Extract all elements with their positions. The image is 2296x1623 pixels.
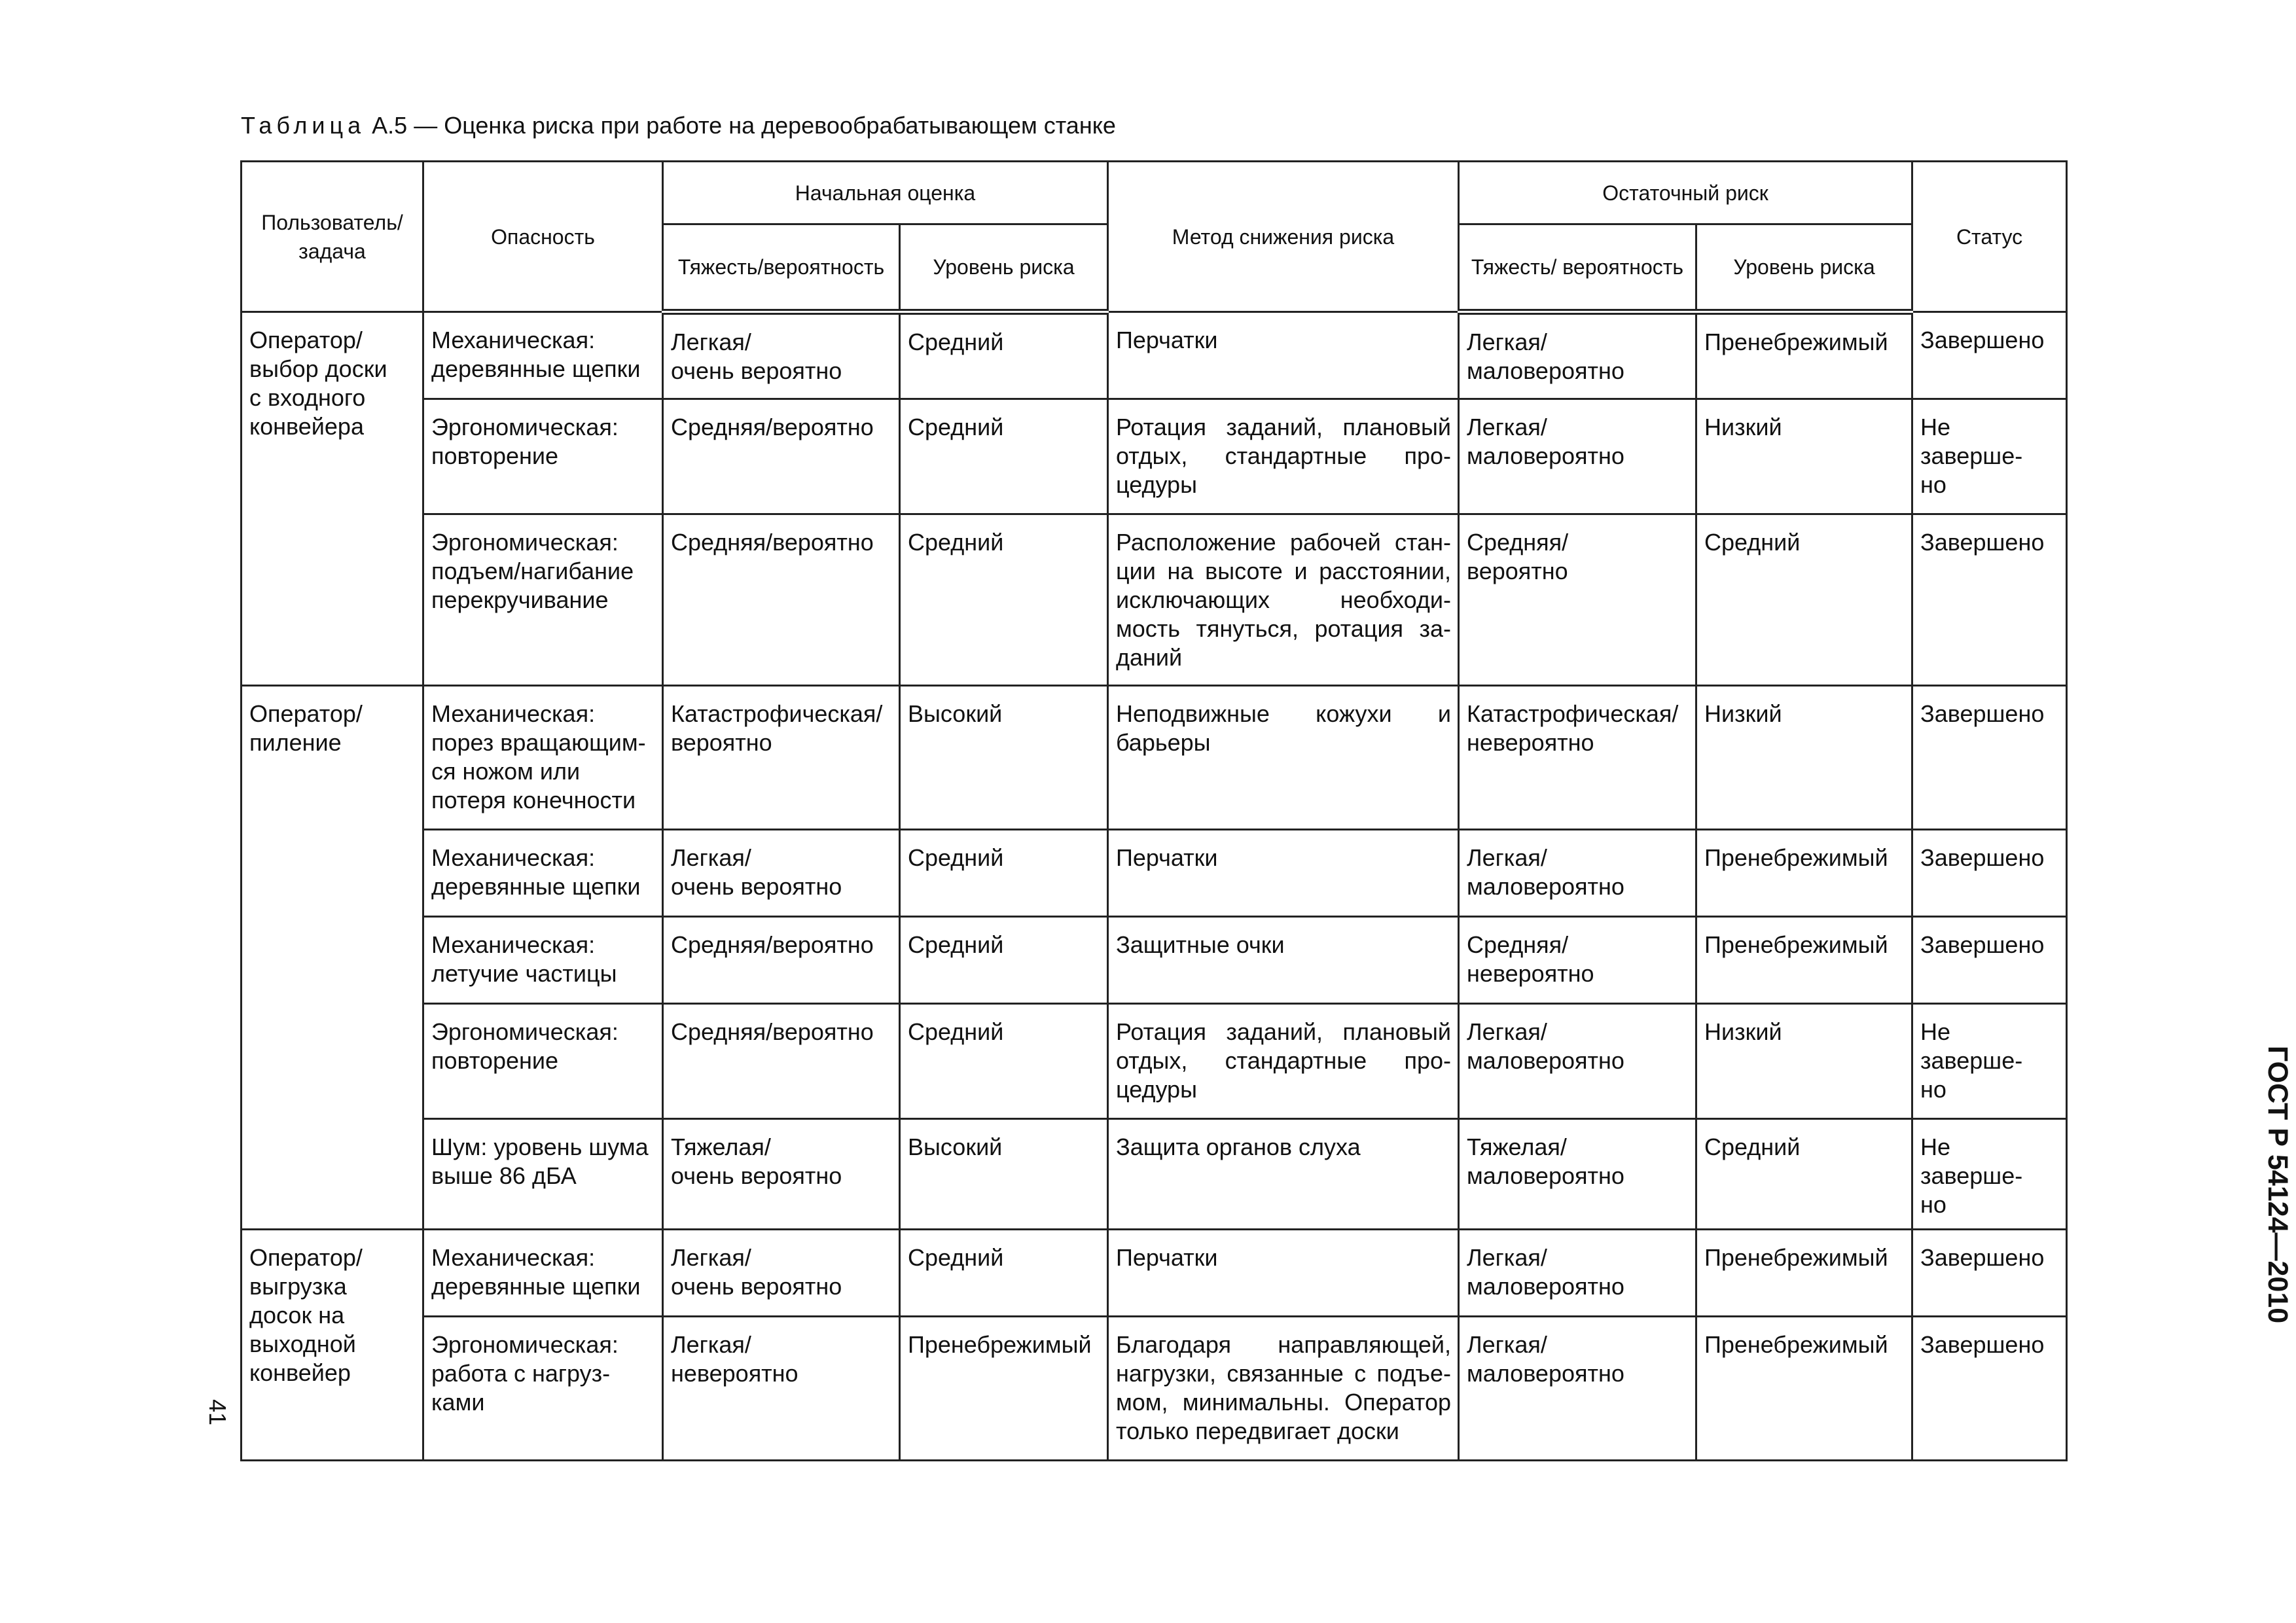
caption-prefix: Таблица [241, 112, 366, 139]
user-task-cell-line: выгрузка [249, 1273, 347, 1300]
status-cell-line: Завершено [1920, 1244, 2045, 1271]
severity-cell [663, 1317, 900, 1461]
residual-severity-cell-line: Легкая/ [1467, 1244, 1547, 1271]
residual-severity-cell-line: невероятно [1467, 729, 1594, 756]
user-task-cell-line: Оператор/ [249, 327, 363, 353]
residual-severity-cell-line: Легкая/ [1467, 1018, 1547, 1045]
severity-cell-line: Средняя/вероятно [671, 529, 874, 556]
severity-cell-line: очень вероятно [671, 1162, 842, 1189]
risk-level-cell: Средний [900, 1230, 1108, 1317]
severity-cell-line: очень вероятно [671, 1273, 842, 1300]
hazard-cell-line: Эргономическая: [431, 414, 619, 440]
status-cell-line: Не заверше- [1920, 1018, 2023, 1074]
status-cell [1912, 917, 2067, 1004]
method-cell: Перчатки [1108, 1230, 1459, 1317]
residual-severity-cell-line: маловероятно [1467, 1273, 1624, 1300]
severity-cell [663, 514, 900, 686]
risk-level-cell: Средний [900, 830, 1108, 917]
user-task-cell [242, 686, 423, 1230]
hazard-cell-line: Механическая: [431, 327, 596, 353]
residual-severity-cell [1459, 686, 1696, 830]
residual-severity-cell [1459, 1119, 1696, 1230]
status-cell-line: но [1920, 471, 1946, 498]
residual-severity-cell-line: Средняя/ [1467, 529, 1569, 556]
residual-severity-cell [1459, 1004, 1696, 1119]
risk-level-cell: Средний [900, 1004, 1108, 1119]
status-cell [1912, 1317, 2067, 1461]
hazard-cell-line: порез вращающим- [431, 729, 646, 756]
residual-level-cell: Низкий [1696, 686, 1912, 830]
hazard-cell [423, 1317, 663, 1461]
status-cell [1912, 1004, 2067, 1119]
hazard-cell-line: Эргономическая: [431, 529, 619, 556]
status-cell-line: Завершено [1920, 1331, 2045, 1358]
table-row [242, 1004, 2067, 1119]
residual-severity-cell-line: Катастрофическая/ [1467, 700, 1679, 727]
hazard-cell-line: Механическая: [431, 1244, 596, 1271]
status-cell [1912, 399, 2067, 514]
header-initial-assessment: Начальная оценка [663, 162, 1108, 224]
status-cell-line: Не заверше- [1920, 414, 2023, 469]
user-task-cell-line: Оператор/ [249, 700, 363, 727]
severity-cell [663, 312, 900, 399]
severity-cell-line: вероятно [671, 729, 772, 756]
header-residual-risk: Остаточный риск [1459, 162, 1912, 224]
method-cell: Перчатки [1108, 830, 1459, 917]
residual-severity-cell [1459, 399, 1696, 514]
hazard-cell [423, 1230, 663, 1317]
residual-severity-cell-line: маловероятно [1467, 357, 1624, 384]
table-row [242, 686, 2067, 830]
hazard-cell-line: Механическая: [431, 700, 596, 727]
hazard-cell [423, 1119, 663, 1230]
severity-cell-line: невероятно [671, 1360, 798, 1387]
severity-cell-line: Легкая/ [671, 1331, 751, 1358]
hazard-cell-line: Шум: уровень шума [431, 1133, 649, 1160]
method-cell: Защита органов слуха [1108, 1119, 1459, 1230]
hazard-cell-line: деревянные щепки [431, 1273, 641, 1300]
risk-level-cell: Средний [900, 399, 1108, 514]
hazard-cell-line: работа с нагруз- [431, 1360, 611, 1387]
risk-level-cell: Средний [900, 514, 1108, 686]
residual-severity-cell-line: Легкая/ [1467, 414, 1547, 440]
residual-severity-cell-line: вероятно [1467, 558, 1568, 584]
status-cell [1912, 312, 2067, 399]
residual-level-cell: Пренебрежимый [1696, 830, 1912, 917]
risk-level-cell: Высокий [900, 1119, 1108, 1230]
severity-cell-line: Средняя/вероятно [671, 931, 874, 958]
table-row [242, 1230, 2067, 1317]
hazard-cell [423, 686, 663, 830]
hazard-cell-line: выше 86 дБА [431, 1162, 577, 1189]
hazard-cell-line: деревянные щепки [431, 873, 641, 900]
status-cell-line: Завершено [1920, 700, 2045, 727]
residual-severity-cell-line: Легкая/ [1467, 329, 1547, 355]
hazard-cell-line: ками [431, 1389, 485, 1416]
risk-level-cell: Пренебрежимый [900, 1317, 1108, 1461]
status-cell-line: Завершено [1920, 844, 2045, 871]
status-cell-line: Завершено [1920, 529, 2045, 556]
residual-severity-cell [1459, 514, 1696, 686]
method-cell: Благодаря направляющей, нагрузки, связанные с подъе-мом, минимальны. Оператор только передвигает доски [1108, 1317, 1459, 1461]
header-hazard: Опасность [423, 162, 663, 312]
severity-cell [663, 1230, 900, 1317]
header-residual-severity: Тяжесть/ вероятность [1459, 224, 1696, 312]
severity-cell [663, 1119, 900, 1230]
residual-severity-cell [1459, 917, 1696, 1004]
hazard-cell [423, 312, 663, 399]
hazard-cell [423, 917, 663, 1004]
hazard-cell [423, 514, 663, 686]
table-caption [241, 110, 1116, 141]
status-cell [1912, 1119, 2067, 1230]
header-method: Метод снижения риска [1108, 162, 1459, 312]
user-task-cell [242, 312, 423, 686]
risk-table [240, 160, 2068, 1461]
header-residual-level: Уровень риска [1696, 224, 1912, 312]
method-cell: Ротация заданий, плановый отдых, стандартные про-цедуры [1108, 399, 1459, 514]
residual-severity-cell-line: маловероятно [1467, 1360, 1624, 1387]
hazard-cell-line: Механическая: [431, 844, 596, 871]
table-row [242, 399, 2067, 514]
hazard-cell-line: повторение [431, 442, 559, 469]
table-row [242, 312, 2067, 399]
residual-severity-cell-line: Легкая/ [1467, 844, 1547, 871]
severity-cell-line: Катастрофическая/ [671, 700, 883, 727]
user-task-cell-line: выбор доски [249, 355, 387, 382]
hazard-cell-line: Механическая: [431, 931, 596, 958]
residual-severity-cell [1459, 830, 1696, 917]
header-status: Статус [1912, 162, 2067, 312]
status-cell-line: Не заверше- [1920, 1133, 2023, 1189]
status-cell [1912, 686, 2067, 830]
user-task-cell-line: Оператор/ [249, 1244, 363, 1271]
user-task-cell-line: пиление [249, 729, 342, 756]
user-task-cell-line: с входного [249, 384, 366, 411]
method-cell: Ротация заданий, плановый отдых, стандартные про-цедуры [1108, 1004, 1459, 1119]
residual-severity-cell-line: Тяжелая/ [1467, 1133, 1567, 1160]
method-cell: Защитные очки [1108, 917, 1459, 1004]
table-body [242, 312, 2067, 1461]
hazard-cell-line: подъем/нагибание [431, 558, 634, 584]
severity-cell-line: Легкая/ [671, 1244, 751, 1271]
residual-severity-cell [1459, 1230, 1696, 1317]
status-cell-line: Завершено [1920, 931, 2045, 958]
severity-cell [663, 830, 900, 917]
user-task-cell-line: конвейер [249, 1359, 351, 1386]
residual-severity-cell-line: Легкая/ [1467, 1331, 1547, 1358]
risk-level-cell: Средний [900, 917, 1108, 1004]
hazard-cell-line: повторение [431, 1047, 559, 1074]
residual-level-cell: Пренебрежимый [1696, 1317, 1912, 1461]
user-task-cell-line: досок на [249, 1302, 345, 1329]
hazard-cell [423, 830, 663, 917]
residual-severity-cell-line: маловероятно [1467, 1047, 1624, 1074]
hazard-cell-line: Эргономическая: [431, 1331, 619, 1358]
hazard-cell-line: деревянные щепки [431, 355, 641, 382]
hazard-cell-line: потеря конечности [431, 787, 636, 813]
user-task-cell-line: конвейера [249, 413, 364, 440]
severity-cell [663, 1004, 900, 1119]
risk-level-cell: Высокий [900, 686, 1108, 830]
status-cell-line: Завершено [1920, 327, 2045, 353]
severity-cell-line: очень вероятно [671, 873, 842, 900]
residual-level-cell: Пренебрежимый [1696, 1230, 1912, 1317]
standard-label: ГОСТ Р 54124—2010 [2262, 1045, 2293, 1324]
residual-level-cell: Низкий [1696, 1004, 1912, 1119]
residual-severity-cell-line: маловероятно [1467, 442, 1624, 469]
method-cell: Неподвижные кожухи и барьеры [1108, 686, 1459, 830]
severity-cell [663, 399, 900, 514]
severity-cell-line: Средняя/вероятно [671, 414, 874, 440]
user-task-cell-line: выходной [249, 1330, 356, 1357]
hazard-cell-line: перекручивание [431, 586, 609, 613]
status-cell [1912, 830, 2067, 917]
header-initial-severity: Тяжесть/вероятность [663, 224, 900, 312]
residual-severity-cell-line: Средняя/ [1467, 931, 1569, 958]
hazard-cell-line: Эргономическая: [431, 1018, 619, 1045]
residual-severity-cell-line: невероятно [1467, 960, 1594, 987]
status-cell [1912, 514, 2067, 686]
status-cell [1912, 1230, 2067, 1317]
table-row [242, 830, 2067, 917]
residual-level-cell: Пренебрежимый [1696, 312, 1912, 399]
table-row [242, 917, 2067, 1004]
hazard-cell-line: летучие частицы [431, 960, 617, 987]
severity-cell-line: Тяжелая/ [671, 1133, 771, 1160]
table-row [242, 1119, 2067, 1230]
hazard-cell [423, 1004, 663, 1119]
user-task-cell [242, 1230, 423, 1461]
risk-level-cell: Средний [900, 312, 1108, 399]
status-cell-line: но [1920, 1076, 1946, 1103]
severity-cell-line: Легкая/ [671, 329, 751, 355]
method-cell: Перчатки [1108, 312, 1459, 399]
residual-severity-cell [1459, 1317, 1696, 1461]
table-row [242, 1317, 2067, 1461]
table-row [242, 514, 2067, 686]
caption-text: А.5 — Оценка риска при работе на деревообрабатывающем станке [365, 112, 1116, 139]
severity-cell-line: Средняя/вероятно [671, 1018, 874, 1045]
status-cell-line: но [1920, 1191, 1946, 1218]
residual-level-cell: Пренебрежимый [1696, 917, 1912, 1004]
residual-severity-cell [1459, 312, 1696, 399]
residual-severity-cell-line: маловероятно [1467, 873, 1624, 900]
residual-level-cell: Средний [1696, 514, 1912, 686]
page-number: 41 [204, 1399, 231, 1426]
residual-severity-cell-line: маловероятно [1467, 1162, 1624, 1189]
severity-cell-line: очень вероятно [671, 357, 842, 384]
severity-cell [663, 686, 900, 830]
hazard-cell-line: ся ножом или [431, 758, 581, 785]
header-initial-level: Уровень риска [900, 224, 1108, 312]
severity-cell-line: Легкая/ [671, 844, 751, 871]
header-user-task: Пользователь/ задача [242, 162, 423, 312]
severity-cell [663, 917, 900, 1004]
residual-level-cell: Низкий [1696, 399, 1912, 514]
method-cell: Расположение рабочей стан-ции на высоте и расстоянии, исключающих необходи-мость тянуться, ротация за-даний [1108, 514, 1459, 686]
residual-level-cell: Средний [1696, 1119, 1912, 1230]
hazard-cell [423, 399, 663, 514]
